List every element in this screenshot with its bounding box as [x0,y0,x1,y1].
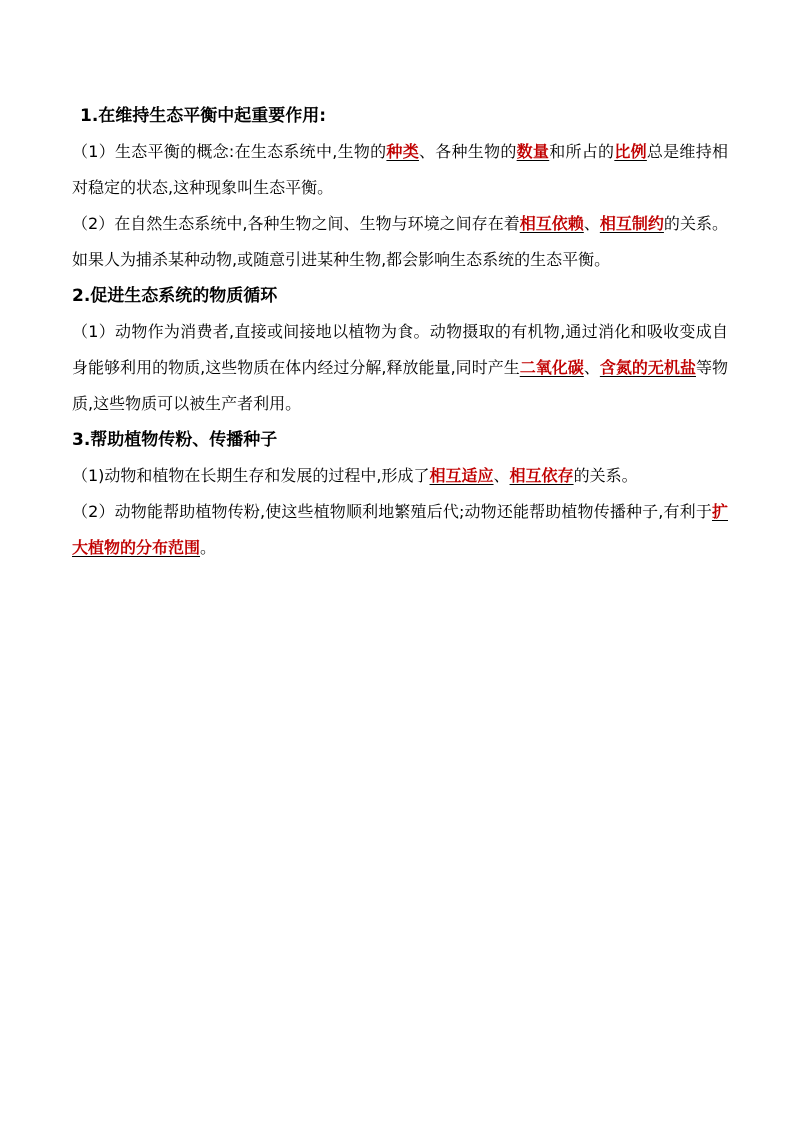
paragraph [72,314,728,422]
keyword: 比例 [614,142,647,161]
section-heading: 3.帮助植物传粉、传播种子 [72,430,278,450]
keyword: 相互依赖 [519,214,584,233]
text-run: 、 [583,358,600,377]
text-run: 、各种生物的 [418,142,517,161]
keyword: 二氧化碳 [519,358,584,377]
paragraph [72,206,728,278]
text-run: 、 [583,214,600,233]
text-run: 的关系。如果人为捕杀某种动物,或随意引进某种生物,都会影响生态系统的生态平衡。 [72,214,728,269]
keyword: 扩大植物的分布范围 [72,502,728,557]
keyword: 种类 [386,142,419,161]
text-run: 。 [200,538,217,557]
text-run: 总是维持相对稳定的状态,这种现象叫生态平衡。 [72,142,728,197]
keyword: 数量 [516,142,550,161]
keyword: 相互制约 [599,214,664,233]
paragraph [72,494,728,566]
paragraph [72,458,728,494]
section-3 [72,422,728,566]
document-content [72,98,728,566]
section-heading: 1.在维持生态平衡中起重要作用: [80,106,327,126]
keyword: 相互适应 [429,466,494,485]
text-run: 、 [493,466,510,485]
text-run: （1)动物和植物在长期生存和发展的过程中,形成了 [72,466,430,485]
text-run: 和所占的 [549,142,615,161]
section-2 [72,278,728,422]
text-run: （1）动物作为消费者,直接或间接地以植物为食。动物摄取的有机物,通过消化和吸收变成自身能够利用的物质,这些物质在体内经过分解,释放能量,同时产生 [72,322,728,377]
text-run: （2）动物能帮助植物传粉,使这些植物顺利地繁殖后代;动物还能帮助植物传播种子,有利于 [72,502,712,521]
keyword: 含氮的无机盐 [599,358,696,377]
text-run: 的关系。 [573,466,638,485]
section-heading: 2.促进生态系统的物质循环 [72,286,278,306]
text-run: 等物质,这些物质可以被生产者利用。 [72,358,728,413]
section-1 [72,98,728,278]
keyword: 相互依存 [509,466,574,485]
paragraph [72,134,728,206]
text-run: （2）在自然生态系统中,各种生物之间、生物与环境之间存在着 [72,214,520,233]
text-run: （1）生态平衡的概念:在生态系统中,生物的 [72,142,387,161]
